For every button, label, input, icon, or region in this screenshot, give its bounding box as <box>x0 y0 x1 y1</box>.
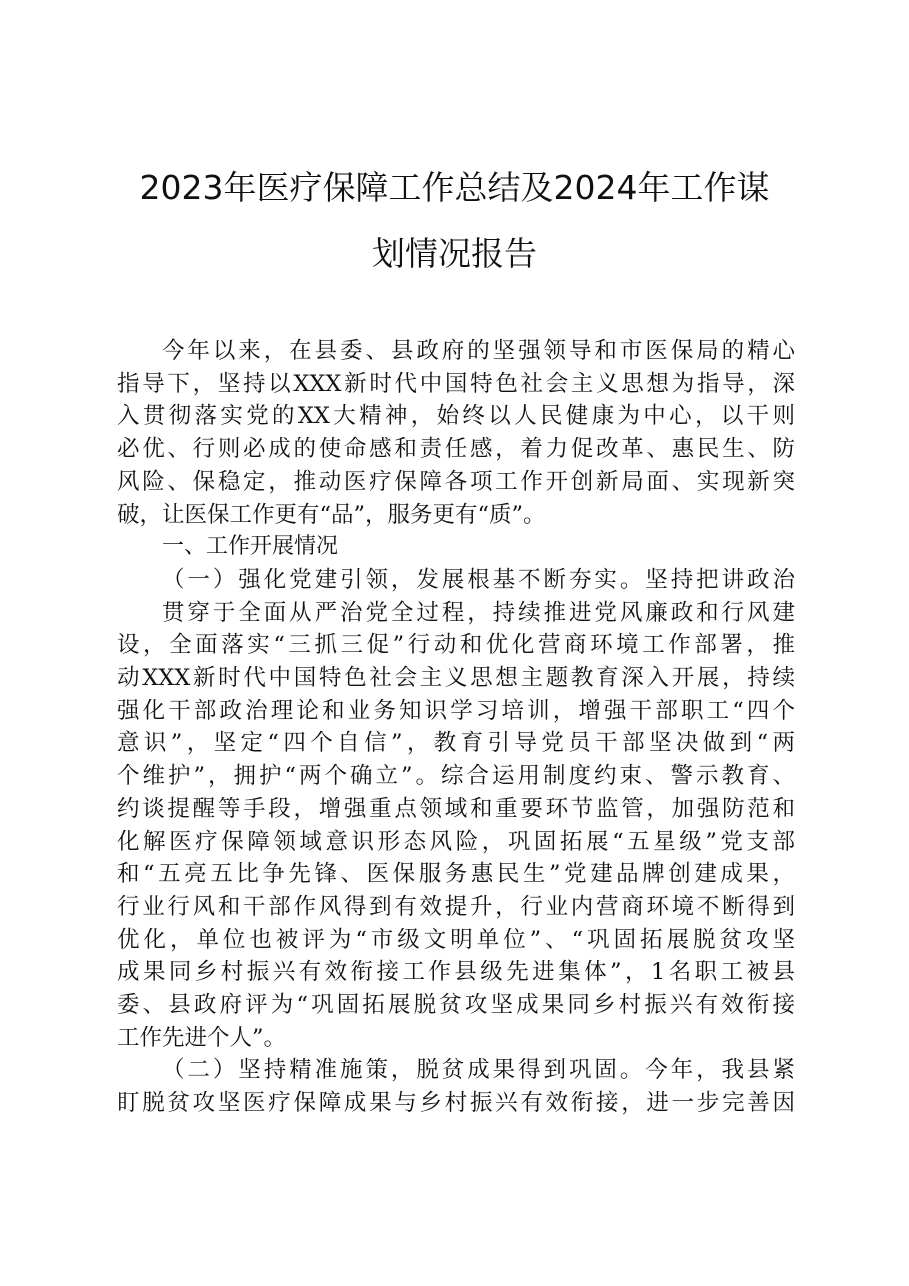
paragraph-line: 个维护”，拥护“两个确立”。综合运用制度约束、警示教育、 <box>117 763 795 789</box>
paragraph-line: 指导下，坚持以XXX新时代中国特色社会主义思想为指导，深 <box>117 371 795 397</box>
document-title-line-1: 2023年医疗保障工作总结及2024年工作谋 <box>139 168 770 207</box>
paragraph-line: 工作先进个人”。 <box>117 1025 287 1051</box>
paragraph-line: 盯脱贫攻坚医疗保障成果与乡村振兴有效衔接，进一步完善因 <box>117 1090 795 1116</box>
paragraph-line: 设，全面落实“三抓三促”行动和优化营商环境工作部署，推 <box>117 632 795 658</box>
paragraph-line: 强化干部政治理论和业务知识学习培训，增强干部职工“四个 <box>117 698 795 724</box>
paragraph-line: 成果同乡村振兴有效衔接工作县级先进集体”，1名职工被县 <box>117 959 795 985</box>
paragraph-line: 贯穿于全面从严治党全过程，持续推进党风廉政和行风建 <box>162 600 795 626</box>
paragraph-line: 委、县政府评为“巩固拓展脱贫攻坚成果同乡村振兴有效衔接 <box>117 992 795 1018</box>
paragraph-line: 优化，单位也被评为“市级文明单位”、“巩固拓展脱贫攻坚 <box>117 927 795 953</box>
section-heading: 一、工作开展情况 <box>162 534 339 559</box>
paragraph-line: 风险、保稳定，推动医疗保障各项工作开创新局面、实现新突 <box>117 469 795 495</box>
document-title-line-2: 划情况报告 <box>372 234 537 273</box>
paragraph-line: 必优、行则必成的使命感和责任感，着力促改革、惠民生、防 <box>117 436 795 462</box>
paragraph-line: 意识”，坚定“四个自信”，教育引导党员干部坚决做到“两 <box>117 730 795 756</box>
paragraph-line: 今年以来，在县委、县政府的坚强领导和市医保局的精心 <box>162 338 795 364</box>
paragraph-line: 化解医疗保障领域意识形态风险，巩固拓展“五星级”党支部 <box>117 829 795 855</box>
paragraph-line: 约谈提醒等手段，增强重点领域和重要环节监管，加强防范和 <box>117 796 795 822</box>
paragraph-line: 入贯彻落实党的XX大精神，始终以人民健康为中心，以干则 <box>117 403 795 429</box>
paragraph-line: 破，让医保工作更有“品”，服务更有“质”。 <box>117 502 546 528</box>
paragraph-line: （一）强化党建引领，发展根基不断夯实。坚持把讲政治 <box>162 567 795 593</box>
paragraph-line: （二）坚持精准施策，脱贫成果得到巩固。今年，我县紧 <box>162 1057 795 1083</box>
paragraph-line: 行业行风和干部作风得到有效提升，行业内营商环境不断得到 <box>117 894 795 920</box>
paragraph-line: 动XXX新时代中国特色社会主义思想主题教育深入开展，持续 <box>117 665 795 691</box>
paragraph-line: 和“五亮五比争先锋、医保服务惠民生”党建品牌创建成果， <box>117 861 795 887</box>
